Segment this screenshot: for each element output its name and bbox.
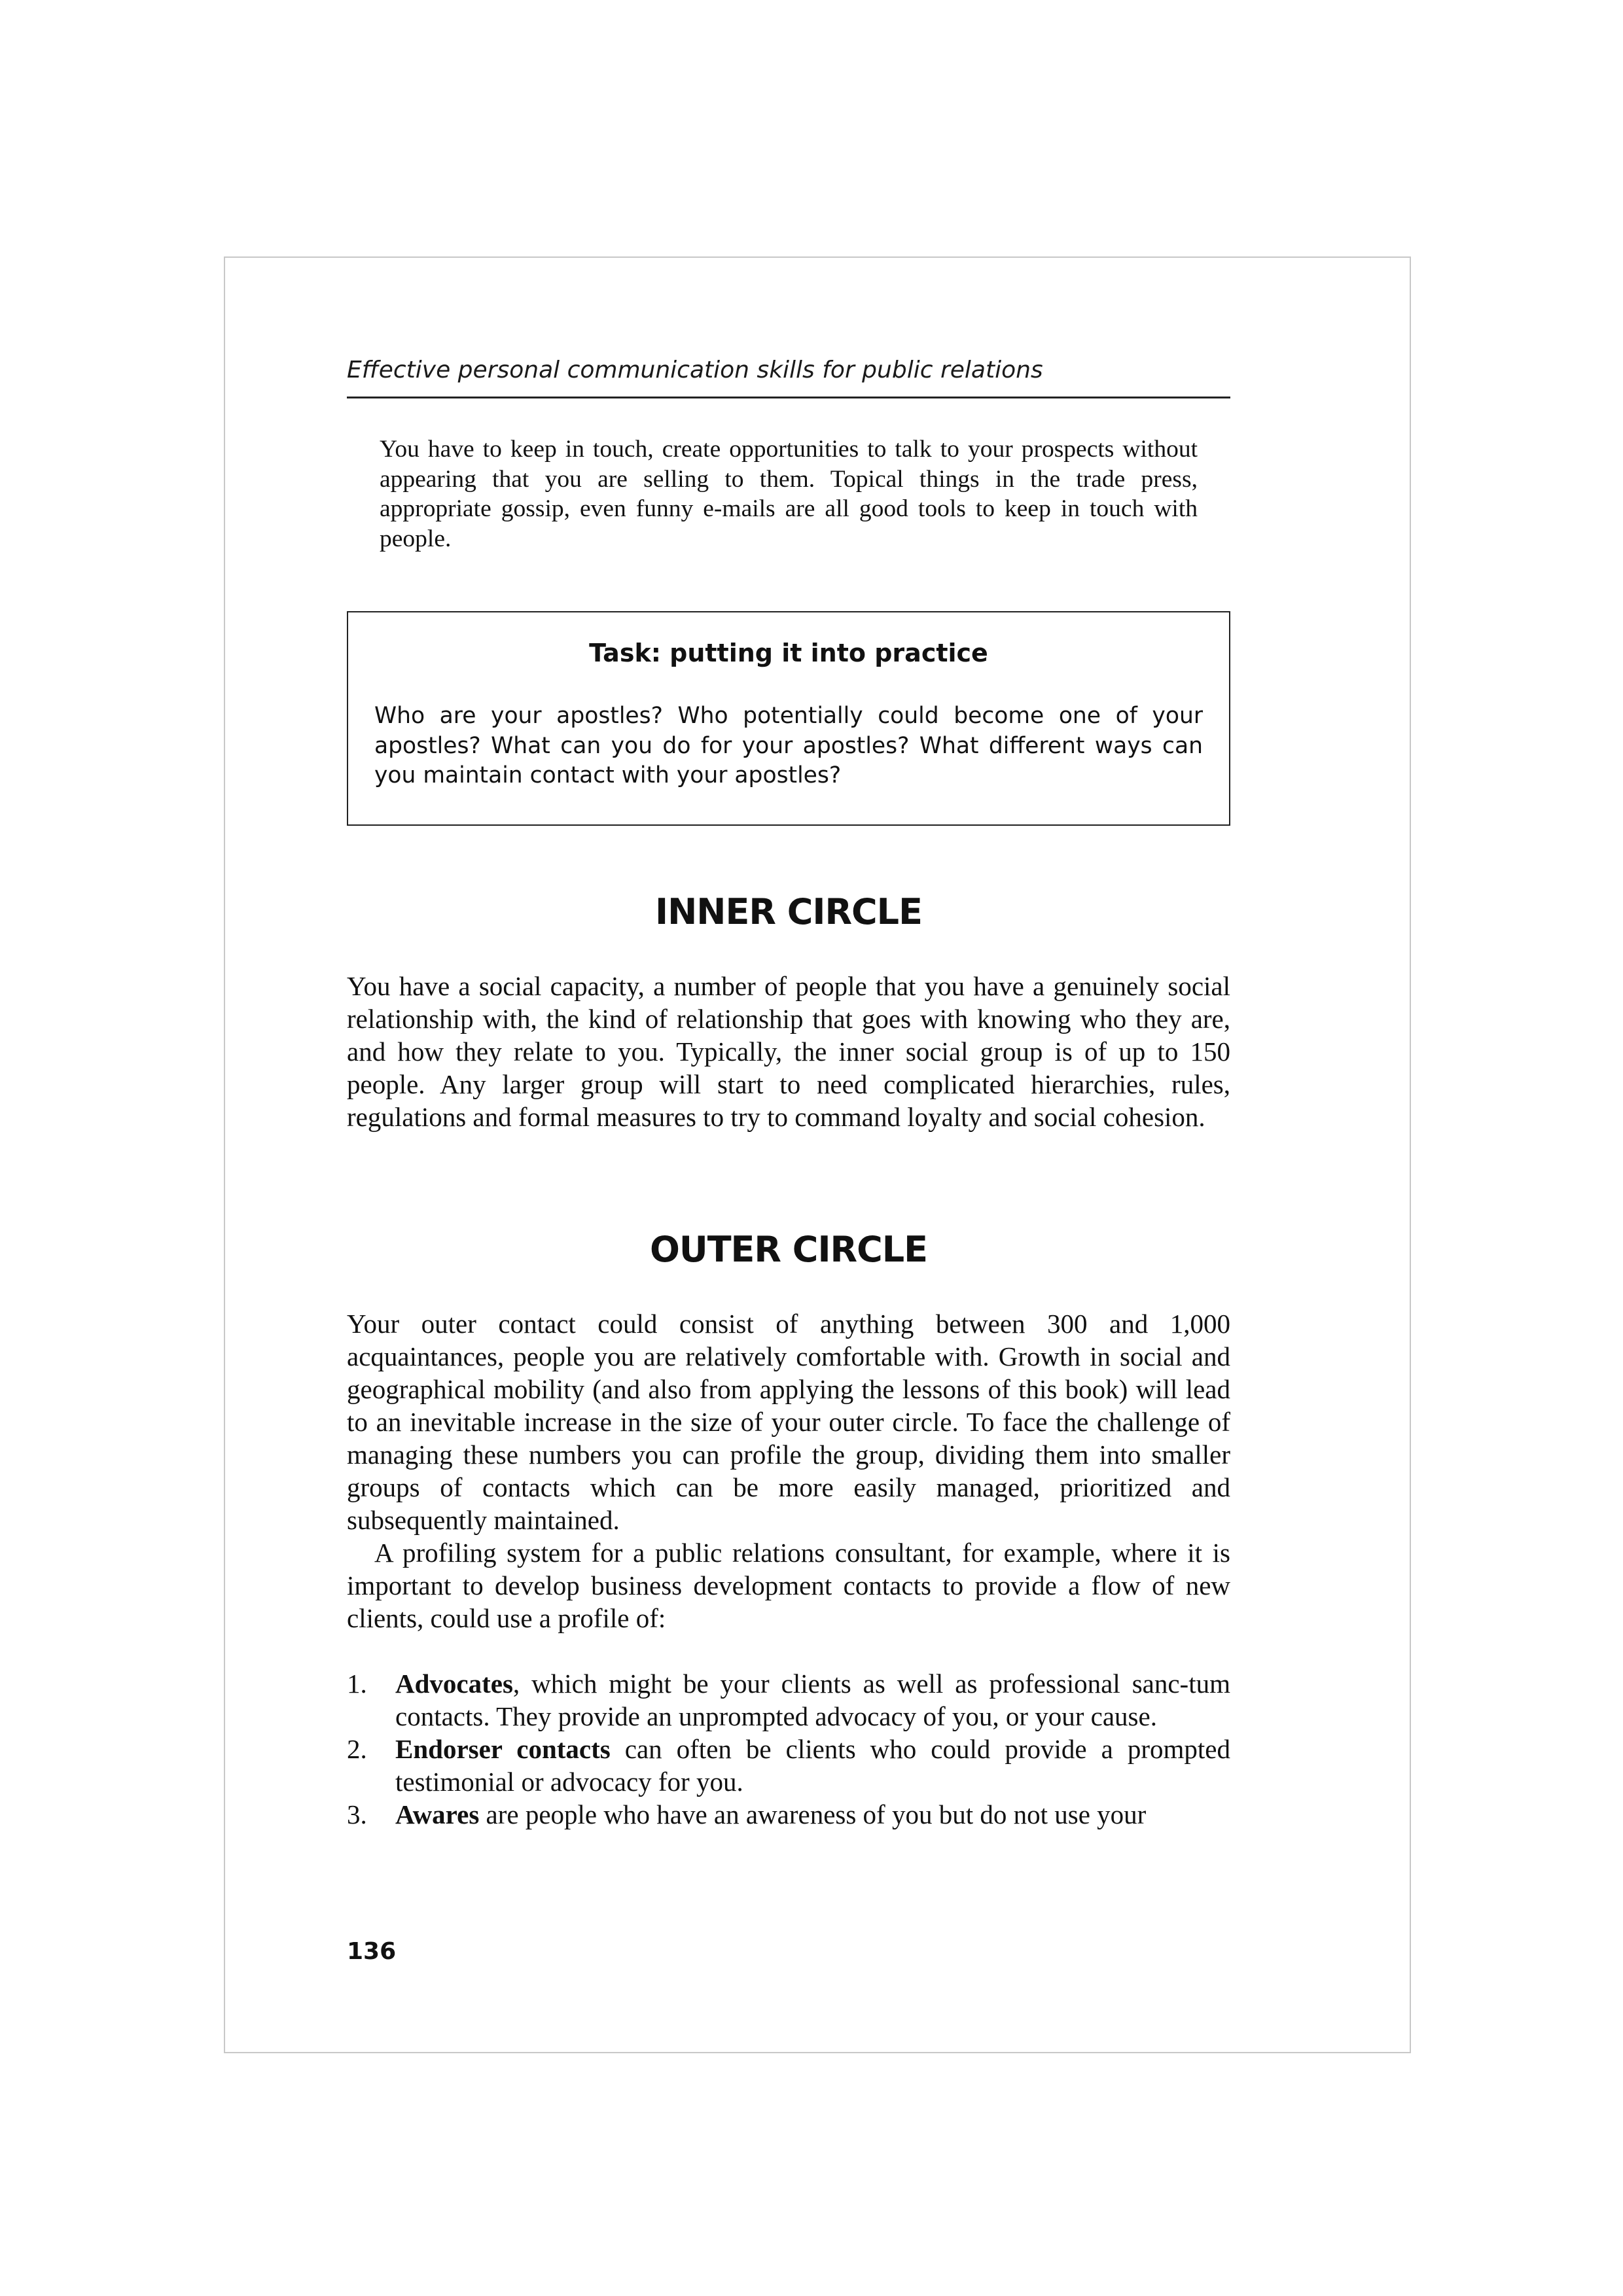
- list-text: are people who have an awareness of you but do not use your: [479, 1799, 1147, 1829]
- list-item: [347, 1733, 1230, 1798]
- list-item: [347, 1667, 1230, 1733]
- list-number: 1.: [347, 1669, 367, 1699]
- outer-circle-paragraph-1: Your outer contact could consist of anything between 300 and 1,000 acquaintances, people you are relatively comfortable with. Growth in social and geographical mobility (and also from applying the lessons of this book) will lead to an inevitable increase in the size of your outer circle. To face the challenge of managing these numbers you can profile the group, dividing them into smaller groups of contacts which can be more easily managed, prioritized and subsequently maintained.: [347, 1309, 1230, 1535]
- list-term: Advocates: [395, 1669, 513, 1699]
- profile-list: [347, 1667, 1230, 1831]
- list-number: 2.: [347, 1734, 367, 1764]
- list-text: , which might be your clients as well as professional sanc-tum contacts. They provide an unprompted advocacy of you, or your cause.: [395, 1669, 1230, 1731]
- task-box: [347, 611, 1230, 826]
- quote-block: You have to keep in touch, create opportunities to talk to your prospects without appearing that you are selling to them. Topical things in the trade press, appropriate gossip, even funny e-mails are all good tools to keep in touch with people.: [380, 436, 1198, 552]
- outer-circle-heading: OUTER CIRCLE: [649, 1229, 928, 1270]
- running-head: Effective personal communication skills for public relations: [347, 353, 1230, 398]
- page-number: 136: [347, 1938, 397, 1965]
- outer-circle-paragraph-2: A profiling system for a public relations consultant, for example, where it is important to develop business development contacts to provide a flow of new clients, could use a profile of:: [347, 1538, 1230, 1633]
- inner-circle-heading: INNER CIRCLE: [655, 891, 922, 932]
- list-text: can often be clients who could provide a prompted testimonial or advocacy for you.: [395, 1734, 1230, 1797]
- task-title: Task: putting it into practice: [589, 639, 988, 667]
- list-term: Endorser contacts: [395, 1734, 611, 1764]
- list-number: 3.: [347, 1799, 367, 1829]
- list-item: [347, 1798, 1230, 1831]
- list-term: Awares: [395, 1799, 480, 1829]
- inner-circle-paragraph: You have a social capacity, a number of people that you have a genuinely social relationship with, the kind of relationship that goes with knowing who they are, and how they relate to you. Typically, the inner social group is of up to 150 people. Any larger group will start to need complicated hierarchies, rules, regulations and formal measures to try to command loyalty and social cohesion.: [347, 971, 1230, 1132]
- task-body: Who are your apostles? Who potentially could become one of your apostles? What can you do for your apostles? What different ways can you maintain contact with your apostles?: [374, 703, 1203, 788]
